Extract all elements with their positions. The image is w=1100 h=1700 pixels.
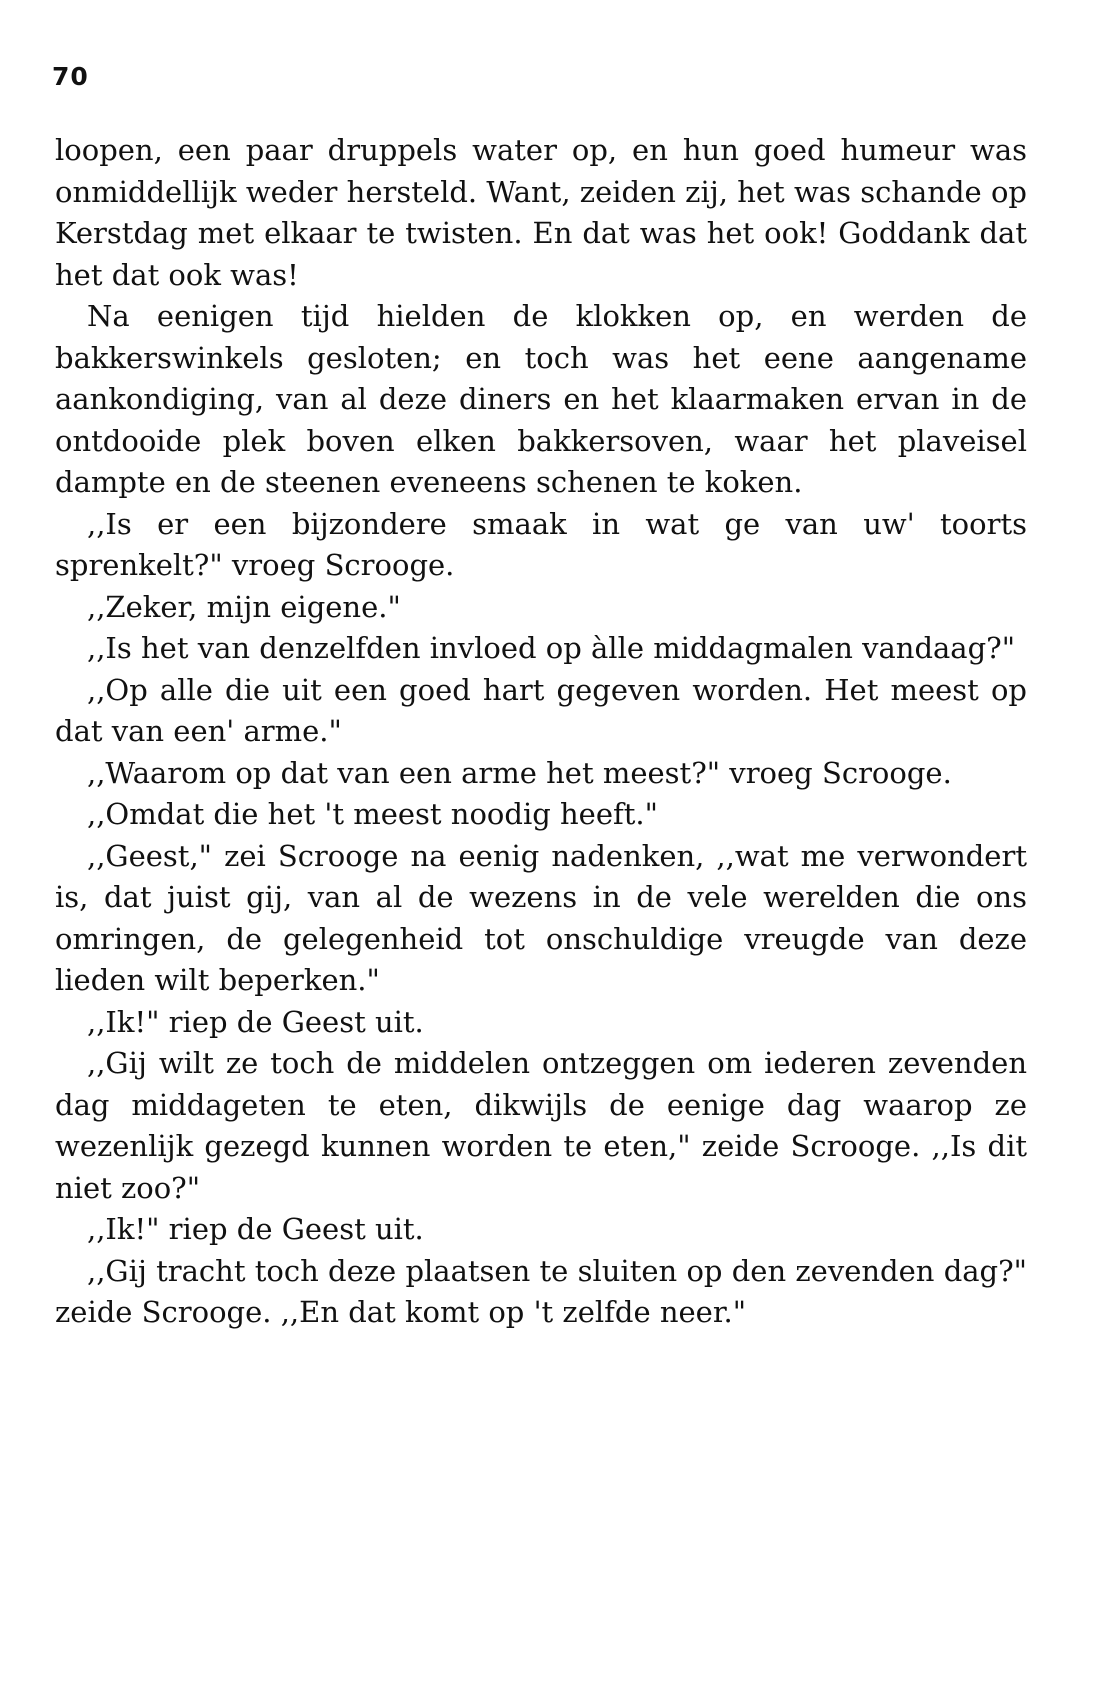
paragraph: ,,Ik!" riep de Geest uit. — [87, 1004, 424, 1039]
paragraph: ,,Gij wilt ze toch de middelen ontzeggen om iederen zevenden dag middageten te eten, dikwijls de eenige dag waarop ze wezenlijk gezegd kunnen worden te eten," zeide Scrooge. ,,Is dit niet zoo?" — [55, 1046, 1027, 1205]
paragraph: loopen, een paar druppels water op, en hun goed humeur was onmiddellijk weder hersteld. Want, zeiden zij, het was schande op Kerstdag met elkaar te twisten. En dat was het ook! Goddank dat het dat ook was! — [55, 133, 1027, 292]
page-number: 70 — [52, 62, 89, 91]
paragraph: ,,Waarom op dat van een arme het meest?" vroeg Scrooge. — [87, 755, 952, 790]
body-text — [55, 130, 1027, 1334]
paragraph: ,,Op alle die uit een goed hart gegeven worden. Het meest op dat van een' arme." — [55, 672, 1027, 748]
paragraph: ,,Is het van denzelfden invloed op àlle middagmalen vandaag?" — [87, 631, 1016, 665]
paragraph: ,,Zeker, mijn eigene." — [87, 589, 401, 624]
paragraph: ,,Omdat die het 't meest noodig heeft." — [87, 797, 658, 831]
paragraph: Na eenigen tijd hielden de klokken op, en werden de bakkerswinkels gesloten; en toch was het eene aangename aankondiging, van al deze diners en het klaarmaken ervan in de ontdooide plek boven elken bakkersoven, waar het plaveisel dampte en de steenen eveneens schenen te koken. — [55, 299, 1027, 499]
paragraph: ,,Geest," zei Scrooge na eenig nadenken, ,,wat me verwondert is, dat juist gij, van al de wezens in de vele werelden die ons omringen, de gelegenheid tot onschuldige vreugde van deze lieden wilt beperken." — [55, 838, 1027, 997]
paragraph: ,,Is er een bijzondere smaak in wat ge van uw' toorts sprenkelt?" vroeg Scrooge. — [55, 506, 1027, 582]
paragraph: ,,Ik!" riep de Geest uit. — [87, 1212, 424, 1246]
paragraph: ,,Gij tracht toch deze plaatsen te sluiten op den zevenden dag?" zeide Scrooge. ,,En dat komt op 't zelfde neer." — [55, 1253, 1027, 1329]
